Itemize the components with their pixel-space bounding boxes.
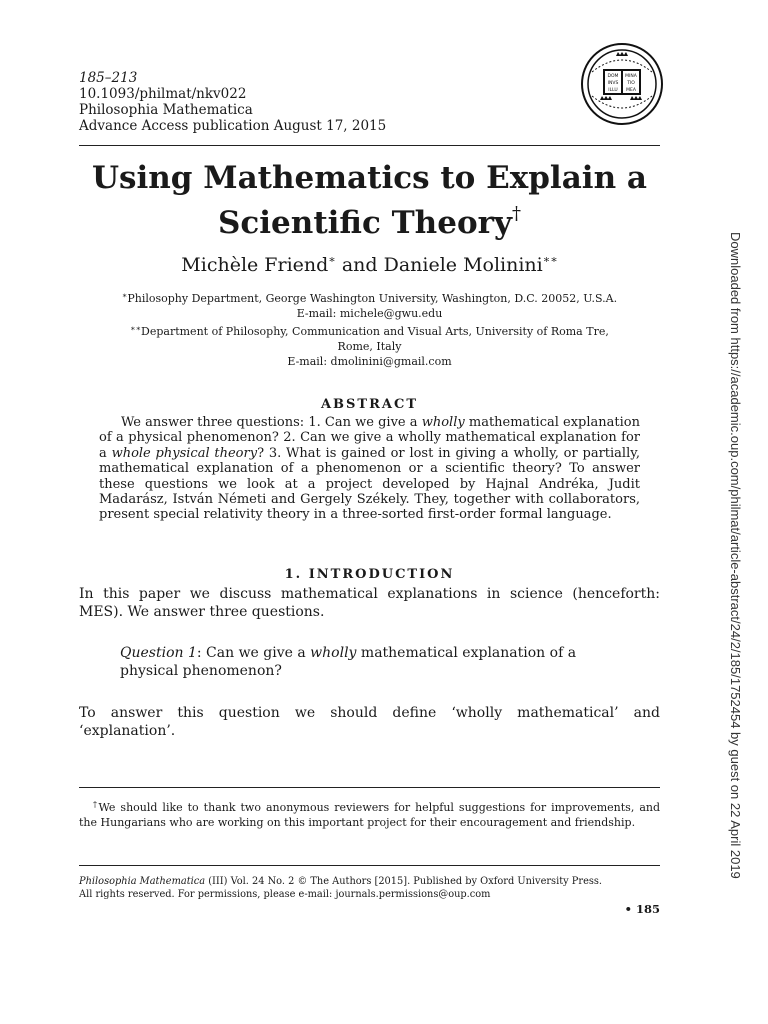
author-conjunction: and	[335, 254, 384, 276]
question-1-part-1: : Can we give a	[196, 645, 311, 661]
abstract-text	[99, 415, 640, 523]
affiliations	[79, 288, 660, 369]
question-1-part-2: mathematical explanation of a physical phenomenon?	[120, 645, 577, 679]
affiliation-1-text: Philosophy Department, George Washington University, Washington, D.C. 20052, U.S.A.	[127, 292, 618, 305]
abstract-italic-1: wholly	[421, 415, 465, 430]
footnote	[79, 797, 660, 830]
affiliation-1-mark: ∗	[121, 291, 128, 300]
copyright-notice	[79, 875, 660, 901]
affiliation-2-city: Rome, Italy	[337, 340, 402, 353]
intro-paragraph: In this paper we discuss mathematical explanations in science (henceforth: MES). We answer three questions.	[79, 586, 660, 620]
abstract-part-3: ? 3. What is gained or lost in giving a wholly, or partially, mathematical explanation of a phenomenon or a scientific theory? To answer these questions we look at a project developed by Hajnal Andréka, Judit Madarász, István Németi and Gergely Székely. They, together with collaborators, present special relativity theory in a three-sorted first-order formal language.	[99, 445, 640, 523]
title-footnote-mark[interactable]: †	[511, 203, 521, 224]
seal-motto-right-2: TIO	[627, 81, 635, 86]
section-heading-introduction: 1. INTRODUCTION	[284, 567, 455, 582]
question-1-italic: wholly	[310, 645, 357, 661]
footnote-mark: †	[93, 800, 99, 809]
page-range: 185–213	[79, 70, 138, 86]
doi[interactable]: 10.1093/philmat/nkv022	[79, 86, 247, 102]
author-list	[79, 248, 660, 277]
copyright-rule	[79, 865, 660, 866]
title-line-1: Using Mathematics to Explain a	[92, 160, 647, 196]
abstract-italic-2: whole physical theory	[111, 445, 258, 461]
affiliation-2	[79, 321, 660, 339]
question-1	[120, 644, 620, 680]
affiliation-2-mark: ∗∗	[130, 324, 142, 333]
copyright-line-1	[79, 875, 660, 888]
download-watermark: Downloaded from https://academic.oup.com/philmat/article-abstract/24/2/185/1752454 by guest on 22 April 2019	[728, 232, 743, 879]
page-number: • 185	[624, 902, 660, 916]
author-2: Daniele Molinini	[383, 254, 543, 276]
header-rule	[79, 145, 660, 146]
author-1: Michèle Friend	[181, 254, 329, 276]
seal-motto-right-3: MEA	[626, 88, 636, 93]
footnote-rule	[79, 787, 660, 788]
oxford-seal-logo	[580, 42, 664, 126]
publication-date: Advance Access publication August 17, 2015	[79, 118, 387, 134]
title-line-2	[79, 196, 660, 241]
title-line-2-text: Scientific Theory	[218, 205, 512, 241]
question-1-label: Question 1	[120, 645, 197, 661]
copyright-line-1-text: (III) Vol. 24 No. 2 © The Authors [2015]. Published by Oxford University Press.	[205, 876, 603, 887]
footnote-text: We should like to thank two anonymous reviewers for helpful suggestions for improvements, and the Hungarians who are working on this important project for their encouragement and friendship.	[79, 801, 660, 829]
abstract-heading: ABSTRACT	[320, 397, 419, 412]
seal-motto-left-2: INVS	[607, 81, 619, 86]
affiliation-2-text: Department of Philosophy, Communication and Visual Arts, University of Roma Tre,	[141, 325, 609, 338]
journal-name: Philosophia Mathematica	[79, 102, 253, 118]
article-header-meta	[79, 70, 386, 134]
answer-paragraph: To answer this question we should define ‘wholly mathematical’ and ‘explanation’.	[79, 705, 660, 739]
article-title	[79, 160, 660, 241]
seal-motto-left-1: DOM	[607, 74, 619, 79]
author-1-mark: ∗	[328, 253, 336, 266]
copyright-line-2: All rights reserved. For permissions, please e-mail: journals.permissions@oup.com	[79, 889, 491, 900]
author-2-mark: ∗∗	[542, 253, 558, 266]
abstract-part-1: We answer three questions: 1. Can we give a	[121, 415, 422, 430]
email-1[interactable]: E-mail: michele@gwu.edu	[296, 307, 443, 320]
abstract-part-2: mathematical explanation of a physical phenomenon? 2. Can we give a wholly mathematical explanation for a	[99, 415, 640, 461]
email-2[interactable]: E-mail: dmolinini@gmail.com	[287, 355, 452, 368]
seal-motto-left-3: ILLU	[608, 88, 618, 93]
affiliation-1	[79, 288, 660, 306]
seal-motto-right-1: MINA	[625, 74, 637, 79]
copyright-journal: Philosophia Mathematica	[79, 876, 206, 887]
